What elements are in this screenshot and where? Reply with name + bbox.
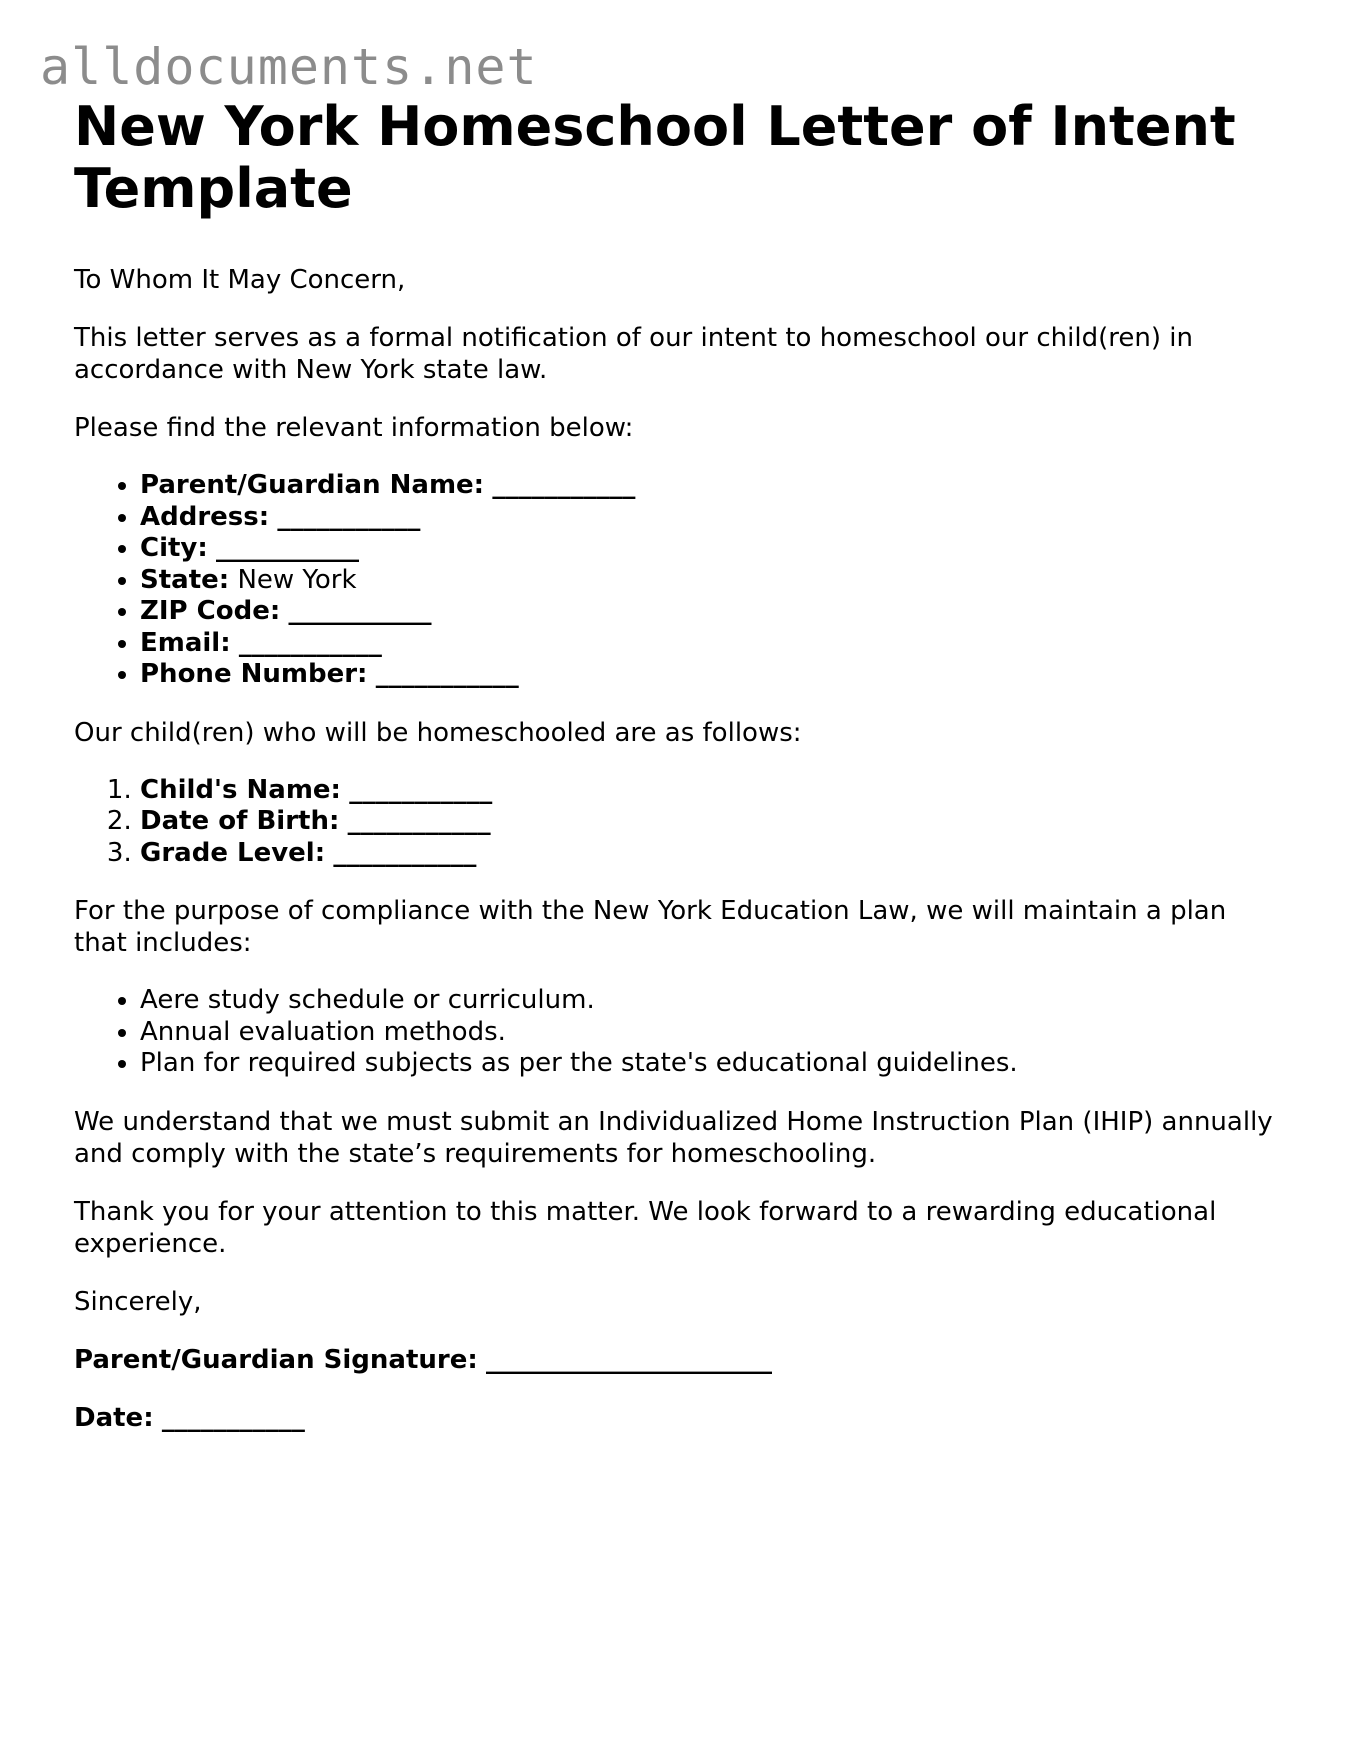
thanks-paragraph: Thank you for your attention to this matter. We look forward to a rewarding educational experience. [74, 1196, 1217, 1259]
compliance-lead: For the purpose of compliance with the New York Education Law, we will maintain a plan that includes: [74, 896, 1227, 958]
children-field-list [74, 775, 1274, 870]
field-label: ZIP Code: [140, 596, 281, 626]
list-item [140, 838, 1274, 870]
ihip-paragraph: We understand that we must submit an Individualized Home Instruction Plan (IHIP) annually and comply with the state’s requirements for homeschooling. [74, 1106, 1273, 1169]
children-lead: Our child(ren) who will be homeschooled are as follows: [74, 717, 802, 748]
field-blank: ___________ [238, 627, 382, 658]
field-blank: ___________ [492, 470, 636, 500]
field-label: City: [140, 533, 208, 563]
closing: Sincerely, [74, 1286, 202, 1317]
list-item [140, 775, 1274, 807]
list-item [140, 628, 1274, 660]
field-label: Grade Level: [140, 837, 326, 868]
field-label: Phone Number: [140, 659, 368, 689]
field-label: Address: [140, 501, 270, 532]
info-field-list [74, 470, 1274, 691]
field-blank: ___________ [216, 533, 360, 563]
plan-list [74, 985, 1274, 1080]
field-label: Child's Name: [140, 774, 341, 805]
signature-label: Parent/Guardian Signature: [74, 1344, 478, 1375]
field-blank: ___________ [277, 501, 421, 532]
field-blank: ___________ [349, 774, 493, 805]
list-item [140, 533, 1274, 565]
info-lead: Please find the relevant information below: [74, 413, 634, 443]
field-blank: ___________ [288, 596, 432, 626]
field-blank: ___________ [375, 659, 519, 689]
field-blank: ___________ [347, 806, 491, 836]
salutation: To Whom It May Concern, [74, 265, 406, 295]
field-label: State: [140, 564, 230, 595]
signature-blank: ______________________ [486, 1344, 773, 1375]
letter-document [74, 96, 1274, 1460]
list-item: • Plan for required subjects as per the state's educational guidelines. [140, 1048, 1274, 1080]
list-item: • Annual evaluation methods. [140, 1017, 1274, 1049]
list-item [140, 596, 1274, 628]
field-label: Date of Birth: [140, 806, 340, 836]
date-blank: ___________ [161, 1402, 305, 1433]
list-item [140, 659, 1274, 691]
watermark: alldocuments.net [40, 38, 538, 96]
list-item [140, 806, 1274, 838]
list-item: • Aere study schedule or curriculum. [140, 985, 1274, 1017]
field-value: New York [237, 564, 357, 595]
field-label: Parent/Guardian Name: [140, 470, 485, 500]
date-label: Date: [74, 1402, 154, 1433]
list-item [140, 502, 1274, 534]
page-title: New York Homeschool Letter of Intent Template [74, 95, 1236, 220]
signature-line [74, 1344, 1274, 1376]
field-label: Email: [140, 627, 231, 658]
date-line [74, 1402, 1274, 1434]
intro-paragraph: This letter serves as a formal notification of our intent to homeschool our child(ren) in accordance with New York state law. [74, 323, 1193, 385]
list-item [140, 565, 1274, 597]
field-blank: ___________ [333, 837, 477, 868]
list-item [140, 470, 1274, 502]
